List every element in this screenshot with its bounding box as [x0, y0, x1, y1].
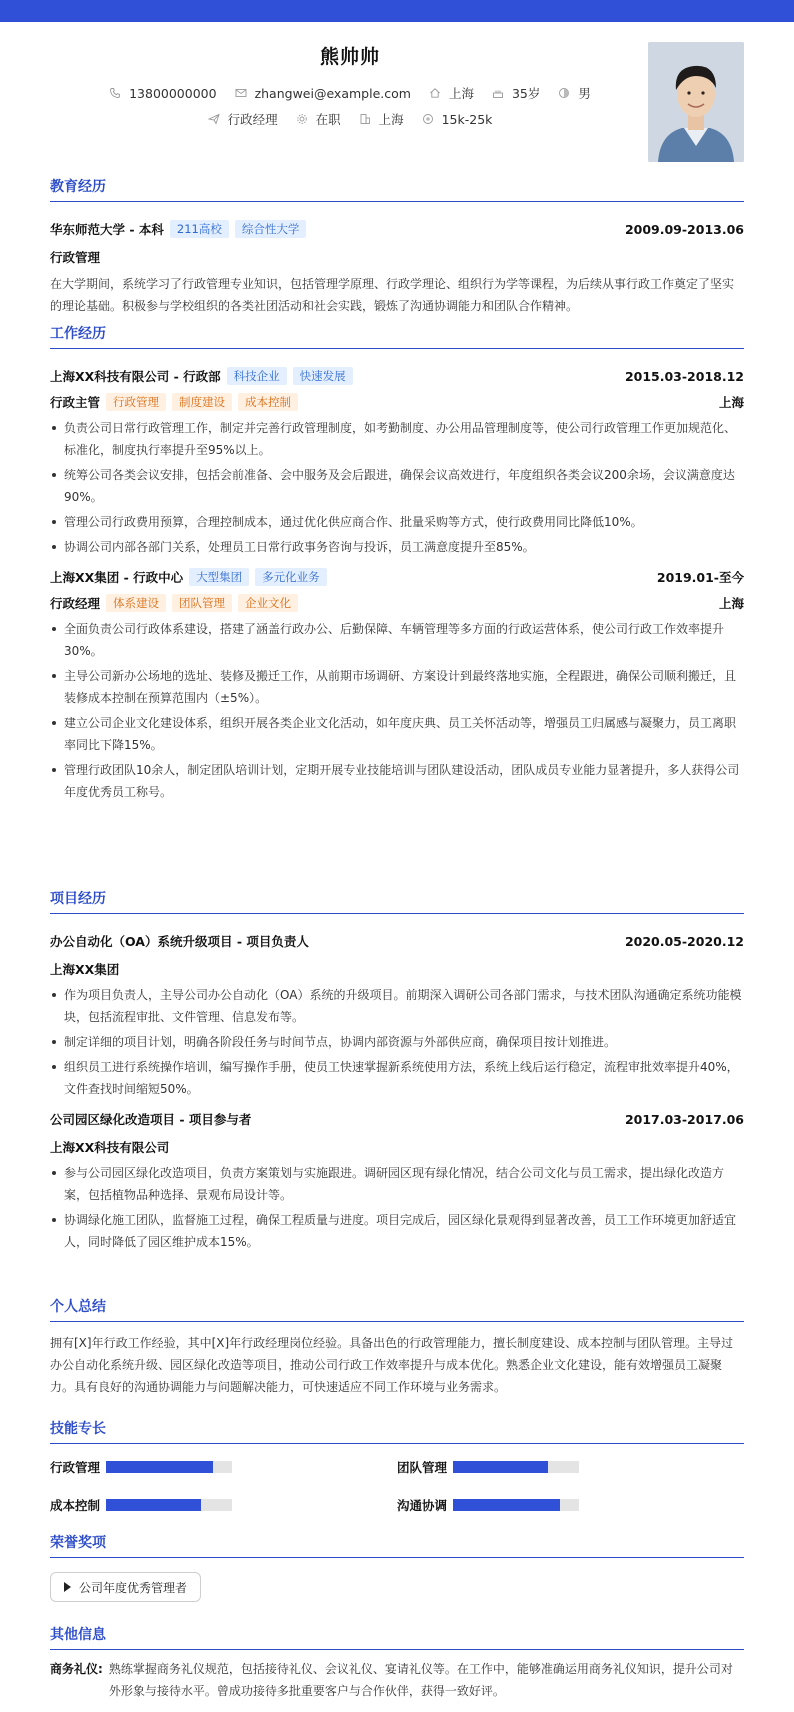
coin-icon — [422, 113, 434, 125]
project-entry — [50, 932, 744, 1100]
education-section — [50, 176, 744, 317]
list-item: 组织员工进行系统操作培训，编写操作手册，使员工快速掌握新系统使用方法，系统上线后运行稳定，流程审批效率提升40%，文件查找时间缩短50%。 — [50, 1056, 744, 1100]
job-bullets — [50, 618, 744, 803]
skills-section — [50, 1418, 744, 1514]
job-company-row — [50, 367, 744, 385]
resume-header — [50, 22, 744, 182]
company-name: 上海XX集团 - 行政中心 — [50, 570, 184, 585]
summary-section — [50, 1296, 744, 1398]
position-tag: 团队管理 — [172, 594, 232, 612]
skill-bar — [106, 1461, 232, 1473]
home-icon — [429, 87, 441, 99]
city-text: 上海 — [448, 86, 474, 101]
skills-grid — [50, 1458, 744, 1514]
phone-icon — [109, 87, 121, 99]
honor-text: 公司年度优秀管理者 — [79, 1580, 188, 1595]
status-item — [296, 110, 341, 128]
company-tag: 大型集团 — [189, 568, 249, 586]
position-name: 行政主管 — [50, 395, 101, 410]
school-tag: 211高校 — [170, 220, 229, 238]
skill-bar — [106, 1499, 232, 1511]
education-date: 2009.09-2013.06 — [624, 221, 744, 237]
other-item — [50, 1658, 744, 1702]
education-description: 在大学期间，系统学习了行政管理专业知识，包括管理学原理、行政学理论、组织行为学等课程，为后续从事行政工作奠定了坚实的理论基础。积极参与学校组织的各类社团活动和社会实践，锻炼了沟通协调能力和团队合作精神。 — [50, 277, 735, 313]
building-icon — [359, 113, 371, 125]
project-date: 2017.03-2017.06 — [624, 1111, 744, 1127]
list-item: 制定详细的项目计划，明确各阶段任务与时间节点，协调内部资源与外部供应商，确保项目按计划推进。 — [50, 1031, 744, 1053]
intent-row — [50, 110, 650, 128]
honor-item[interactable] — [50, 1572, 201, 1602]
list-item: 参与公司园区绿化改造项目，负责方案策划与实施跟进。调研园区现有绿化情况，结合公司文化与员工需求，提出绿化改造方案，包括植物品种选择、景观布局设计等。 — [50, 1162, 744, 1206]
summary-title: 个人总结 — [50, 1296, 744, 1322]
project-org: 上海XX集团 — [50, 962, 120, 977]
project-org: 上海XX科技有限公司 — [50, 1140, 170, 1155]
email-text: zhangwei@example.com — [254, 85, 411, 101]
project-bullets — [50, 984, 744, 1100]
caret-right-icon — [64, 1582, 71, 1592]
skill-name: 团队管理 — [397, 1460, 448, 1475]
projects-title: 项目经历 — [50, 888, 744, 914]
skill-name: 成本控制 — [50, 1498, 101, 1513]
job-target-item — [208, 110, 278, 128]
education-title: 教育经历 — [50, 176, 744, 202]
gear-icon — [296, 113, 308, 125]
other-label: 商务礼仪: — [50, 1662, 103, 1676]
contact-row — [50, 84, 650, 102]
project-name: 办公自动化（OA）系统升级项目 - 项目负责人 — [50, 934, 309, 949]
job-entry — [50, 367, 744, 558]
major-name: 行政管理 — [50, 250, 101, 265]
age-item — [492, 84, 540, 102]
other-section — [50, 1624, 744, 1702]
skill-bar — [453, 1499, 579, 1511]
phone-text: 13800000000 — [129, 85, 217, 101]
project-bullets — [50, 1162, 744, 1253]
company-tag: 科技企业 — [227, 367, 287, 385]
list-item: 协调公司内部各部门关系，处理员工日常行政事务咨询与投诉，员工满意度提升至85%。 — [50, 536, 744, 558]
projects-section — [50, 888, 744, 1256]
list-item: 主导公司新办公场地的选址、装修及搬迁工作，从前期市场调研、方案设计到最终落地实施，全程跟进，确保公司顺利搬迁，且装修成本控制在预算范围内（±5%）。 — [50, 665, 744, 709]
position-tag: 行政管理 — [106, 393, 166, 411]
skill-name: 沟通协调 — [397, 1498, 448, 1513]
cake-icon — [492, 87, 504, 99]
list-item: 协调绿化施工团队，监督施工过程，确保工程质量与进度。项目完成后，园区绿化景观得到显著改善，员工工作环境更加舒适宜人，同时降低了园区维护成本15%。 — [50, 1209, 744, 1253]
list-item: 管理行政团队10余人，制定团队培训计划，定期开展专业技能培训与团队建设活动，团队成员专业能力显著提升，多人获得公司年度优秀员工称号。 — [50, 759, 744, 803]
project-date: 2020.05-2020.12 — [624, 933, 744, 949]
other-title: 其他信息 — [50, 1624, 744, 1650]
resume-page — [50, 22, 744, 1698]
school-name: 华东师范大学 - 本科 — [50, 222, 164, 237]
position-tag: 成本控制 — [238, 393, 298, 411]
target-city-text: 上海 — [378, 112, 404, 127]
skill-item — [50, 1496, 397, 1514]
job-location: 上海 — [718, 596, 744, 611]
skill-bar — [453, 1461, 579, 1473]
honors-section — [50, 1532, 744, 1602]
other-text: 熟练掌握商务礼仪规范，包括接待礼仪、会议礼仪、宴请礼仪等。在工作中，能够准确运用商务礼仪知识，提升公司对外形象与接待水平。曾成功接待多批重要客户与合作伙伴，获得一致好评。 — [108, 1662, 733, 1698]
honors-title: 荣誉奖项 — [50, 1532, 744, 1558]
job-location: 上海 — [718, 395, 744, 410]
list-item: 全面负责公司行政体系建设，搭建了涵盖行政办公、后勤保障、车辆管理等多方面的行政运营体系，使公司行政工作效率提升30%。 — [50, 618, 744, 662]
job-company-row — [50, 568, 744, 586]
skill-name: 行政管理 — [50, 1460, 101, 1475]
school-tag: 综合性大学 — [235, 220, 307, 238]
company-tag: 多元化业务 — [255, 568, 327, 586]
work-title: 工作经历 — [50, 323, 744, 349]
project-name: 公司园区绿化改造项目 - 项目参与者 — [50, 1112, 252, 1127]
skill-item — [50, 1458, 397, 1476]
list-item: 管理公司行政费用预算，合理控制成本，通过优化供应商合作、批量采购等方式，使行政费用同比降低10%。 — [50, 511, 744, 533]
skills-title: 技能专长 — [50, 1418, 744, 1444]
position-name: 行政经理 — [50, 596, 101, 611]
job-entry — [50, 568, 744, 803]
job-date: 2019.01-至今 — [656, 570, 744, 585]
list-item: 建立公司企业文化建设体系，组织开展各类企业文化活动，如年度庆典、员工关怀活动等，增强员工归属感与凝聚力，员工离职率同比下降15%。 — [50, 712, 744, 756]
salary-item — [422, 112, 493, 127]
gender-item — [558, 84, 591, 102]
gender-text: 男 — [578, 86, 591, 101]
company-tag: 快速发展 — [293, 367, 353, 385]
status-text: 在职 — [315, 112, 341, 127]
skill-item — [397, 1458, 744, 1476]
summary-text: 拥有[X]年行政工作经验，其中[X]年行政经理岗位经验。具备出色的行政管理能力，擅长制度建设、成本控制与团队管理。主导过办公自动化系统升级、园区绿化改造等项目，推动公司行政工作效率提升与成本优化。熟悉企业文化建设，能有效增强员工凝聚力。具有良好的沟通协调能力与问题解决能力，可快速适应不同工作环境与业务需求。 — [50, 1336, 734, 1394]
job-date: 2015.03-2018.12 — [624, 368, 744, 384]
skill-bar-fill — [453, 1499, 560, 1511]
skill-bar-fill — [106, 1461, 213, 1473]
position-tag: 企业文化 — [238, 594, 298, 612]
list-item: 作为项目负责人，主导公司办公自动化（OA）系统的升级项目。前期深入调研公司各部门需求，与技术团队沟通确定系统功能模块，包括流程审批、文件管理、信息发布等。 — [50, 984, 744, 1028]
phone-item — [109, 86, 216, 101]
age-text: 35岁 — [511, 86, 541, 101]
skill-bar-fill — [453, 1461, 548, 1473]
send-icon — [208, 113, 220, 125]
job-bullets — [50, 417, 744, 558]
skill-bar-fill — [106, 1499, 201, 1511]
company-name: 上海XX科技有限公司 - 行政部 — [50, 369, 221, 384]
salary-text: 15k-25k — [441, 111, 493, 127]
mail-icon — [235, 87, 247, 99]
profile-photo — [648, 42, 744, 162]
education-header-row — [50, 220, 744, 238]
project-header-row — [50, 932, 744, 950]
city-item — [429, 84, 474, 102]
gender-icon — [558, 87, 570, 99]
target-city-item — [359, 110, 404, 128]
list-item: 统筹公司各类会议安排，包括会前准备、会中服务及会后跟进，确保会议高效进行，年度组织各类会议200余场，会议满意度达90%。 — [50, 464, 744, 508]
position-tag: 制度建设 — [172, 393, 232, 411]
job-position-row — [50, 393, 744, 411]
candidate-name: 熊帅帅 — [319, 46, 380, 68]
top-accent-bar — [0, 0, 794, 22]
project-header-row — [50, 1110, 744, 1128]
project-entry — [50, 1110, 744, 1253]
position-tag: 体系建设 — [106, 594, 166, 612]
skill-item — [397, 1496, 744, 1514]
work-section — [50, 323, 744, 806]
list-item: 负责公司日常行政管理工作，制定并完善行政管理制度，如考勤制度、办公用品管理制度等，使公司行政管理工作更加规范化、标准化，制度执行率提升至95%以上。 — [50, 417, 744, 461]
email-item — [235, 86, 411, 101]
job-position-row — [50, 594, 744, 612]
job-target-text: 行政经理 — [227, 112, 278, 127]
